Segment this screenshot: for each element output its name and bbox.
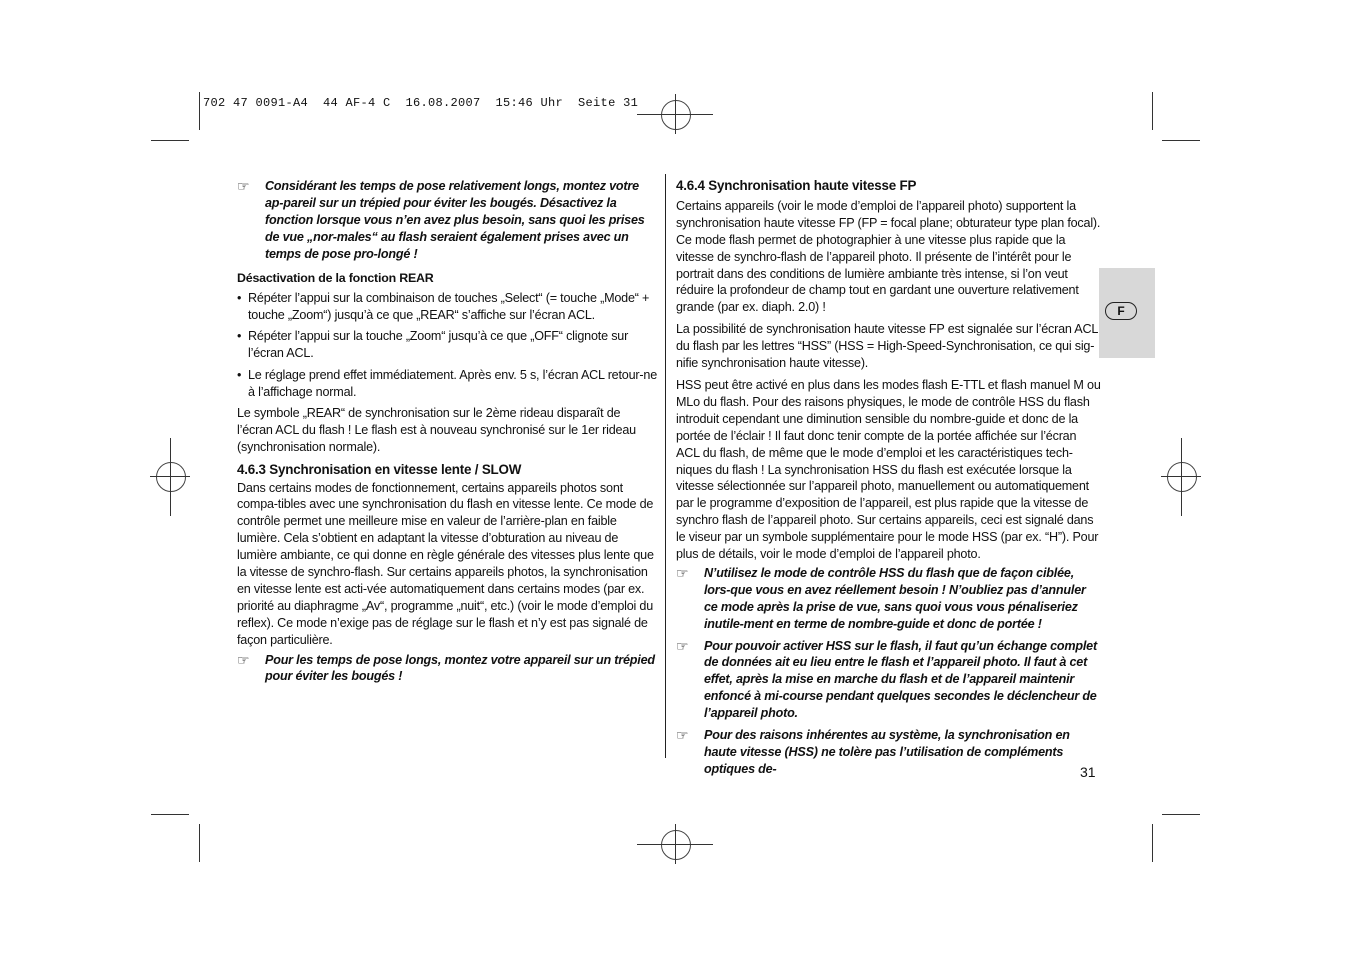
note-text: Pour pouvoir activer HSS sur le flash, il faut qu’un échange complet de données ait eu lieu entre le flash et l’appareil photo. Il faut à cet effet, après la mise en marche du flash et de l’appareil maintenir enfoncé à mi-course pendant quelques secondes le déclencheur de l’appareil photo. <box>704 638 1097 721</box>
pointing-hand-icon: ☞ <box>676 727 689 744</box>
note <box>237 178 659 263</box>
note <box>676 565 1101 633</box>
pointing-hand-icon: ☞ <box>676 637 689 654</box>
note-text: Pour les temps de pose longs, montez votre appareil sur un trépied pour éviter les bougés ! <box>265 652 655 684</box>
subheading: Désactivation de la fonction REAR <box>237 270 434 285</box>
language-badge: F <box>1105 302 1137 320</box>
note <box>676 727 1101 778</box>
crop-mark <box>151 140 189 141</box>
note-text: Pour des raisons inhérentes au système, la synchronisation en haute vitesse (HSS) ne tolère pas l’utilisation de compléments optiques de- <box>704 728 1070 776</box>
print-slug: 702 47 0091-A4 44 AF-4 C 16.08.2007 15:46 Uhr Seite 31 <box>203 96 639 110</box>
crop-mark <box>151 814 189 815</box>
section-heading: 4.6.4 Synchronisation haute vitesse FP <box>676 178 917 193</box>
paragraph: Certains appareils (voir le mode d’emploi de l’appareil photo) supportent la synchronisation haute vitesse FP (FP = focal plane; obturateur type plan focal). Ce mode flash permet de photographier à une vitesse plus rapide que la vitesse de synchro-flash de l’appareil photo. Il présente de l’intérêt pour le portrait dans des conditions de lumière ambiante très intense, si l’on veut réduire la profondeur de champ tout en gardant une ouverture relativement grande (par ex. diaph. 2.0) ! <box>676 198 1101 315</box>
paragraph: Dans certains modes de fonctionnement, certains appareils photos sont compa-tibles avec une synchronisation du flash en vitesse lente. Ce mode de contrôle permet une meilleure mise en valeur de l’arrière-plan en faible lumière. Cela s’obtient en adaptant la vitesse d’obturation au niveau de lumière ambiante, ce qui donne en règle générale des vitesses plus lente que la vitesse de synchro-flash. Sur certains appareils photos, la synchronisation en vitesse lente est acti-vée automatiquement dans certains modes (par ex. priorité au diaphragme „Av“, programme „nuit“, etc.) (voir le mode d’emploi du reflex). Ce mode n’exige pas de réglage sur le flash et n’y est pas signalé de façon particulière. <box>237 480 654 647</box>
note <box>676 638 1101 723</box>
paragraph: Le symbole „REAR“ de synchronisation sur le 2ème rideau disparaît de l’écran ACL du flash ! Le flash est à nouveau synchronisé sur le 1er rideau (synchronisation normale). <box>237 405 636 454</box>
paragraph: La possibilité de synchronisation haute vitesse FP est signalée sur l’écran ACL du flash par les lettres “HSS” (HSS = High-Speed-Synchronisation, ce qui sig-nifie synchronisation haute vitesse). <box>676 322 1098 371</box>
list-item: • Répéter l’appui sur la touche „Zoom“ jusqu’à ce que „OFF“ clignote sur l’écran ACL. <box>237 329 629 361</box>
note-text: Considérant les temps de pose relativement longs, montez votre ap-pareil sur un trépied pour éviter les bougés. Désactivez la fonction lorsque vous n’en avez plus besoin, sans quoi les prises de vue „nor-males“ au flash seraient également prises avec un temps de pose pro-longé ! <box>265 179 645 261</box>
pointing-hand-icon: ☞ <box>676 564 689 581</box>
note-text: N’utilisez le mode de contrôle HSS du flash que de façon ciblée, lors-que vous en avez réellement besoin ! N’oubliez pas d’annuler ce mode après la prise de vue, sans quoi vous vous pénaliseriez inutile-ment en terme de nombre-guide et donc de portée ! <box>704 565 1086 631</box>
list-item: • Répéter l’appui sur la combinaison de touches „Select“ (= touche „Mode“ + touche „Zoom“) jusqu’à ce que „REAR“ s’affiche sur l’écran ACL. <box>237 291 650 323</box>
left-column <box>237 178 659 685</box>
pointing-hand-icon: ☞ <box>237 651 250 668</box>
crop-mark <box>199 824 200 862</box>
page-number: 31 <box>1080 764 1096 780</box>
section-heading: 4.6.3 Synchronisation en vitesse lente / SLOW <box>237 461 522 477</box>
column-divider <box>665 174 666 758</box>
pointing-hand-icon: ☞ <box>237 178 250 194</box>
list-item: • Le réglage prend effet immédiatement. Après env. 5 s, l’écran ACL retour-ne à l’affichage normal. <box>237 368 657 399</box>
crop-mark <box>1152 92 1153 130</box>
paragraph: HSS peut être activé en plus dans les modes flash E-TTL et flash manuel M ou MLo du flash. Pour des raisons physiques, le mode de contrôle HSS du flash introduit cependant une diminution sensible du nombre-guide et donc de la portée de l’éclair ! Il faut donc tenir compte de la portée affichée sur l’écran ACL du flash, de même que le mode d’emploi et les caractéristiques tech-niques du flash ! La synchronisation HSS du flash est exécutée lorsque la vitesse sélectionnée sur l’appareil photo, manuellement ou automatiquement par le programme d’exposition de l’appareil, est plus rapide que la vitesse de synchro flash de l’appareil photo. Sur certains appareils, ceci est signalé dans le viseur par un symbole supplémentaire pour le mode HSS (par ex. “H”). Pour plus de détails, voir le mode d’emploi de l’appareil photo. <box>676 377 1101 562</box>
right-column <box>676 178 1101 778</box>
crop-mark <box>1162 814 1200 815</box>
crop-mark <box>1152 824 1153 862</box>
crop-mark <box>1162 140 1200 141</box>
crop-mark <box>199 92 200 130</box>
note <box>237 652 659 686</box>
